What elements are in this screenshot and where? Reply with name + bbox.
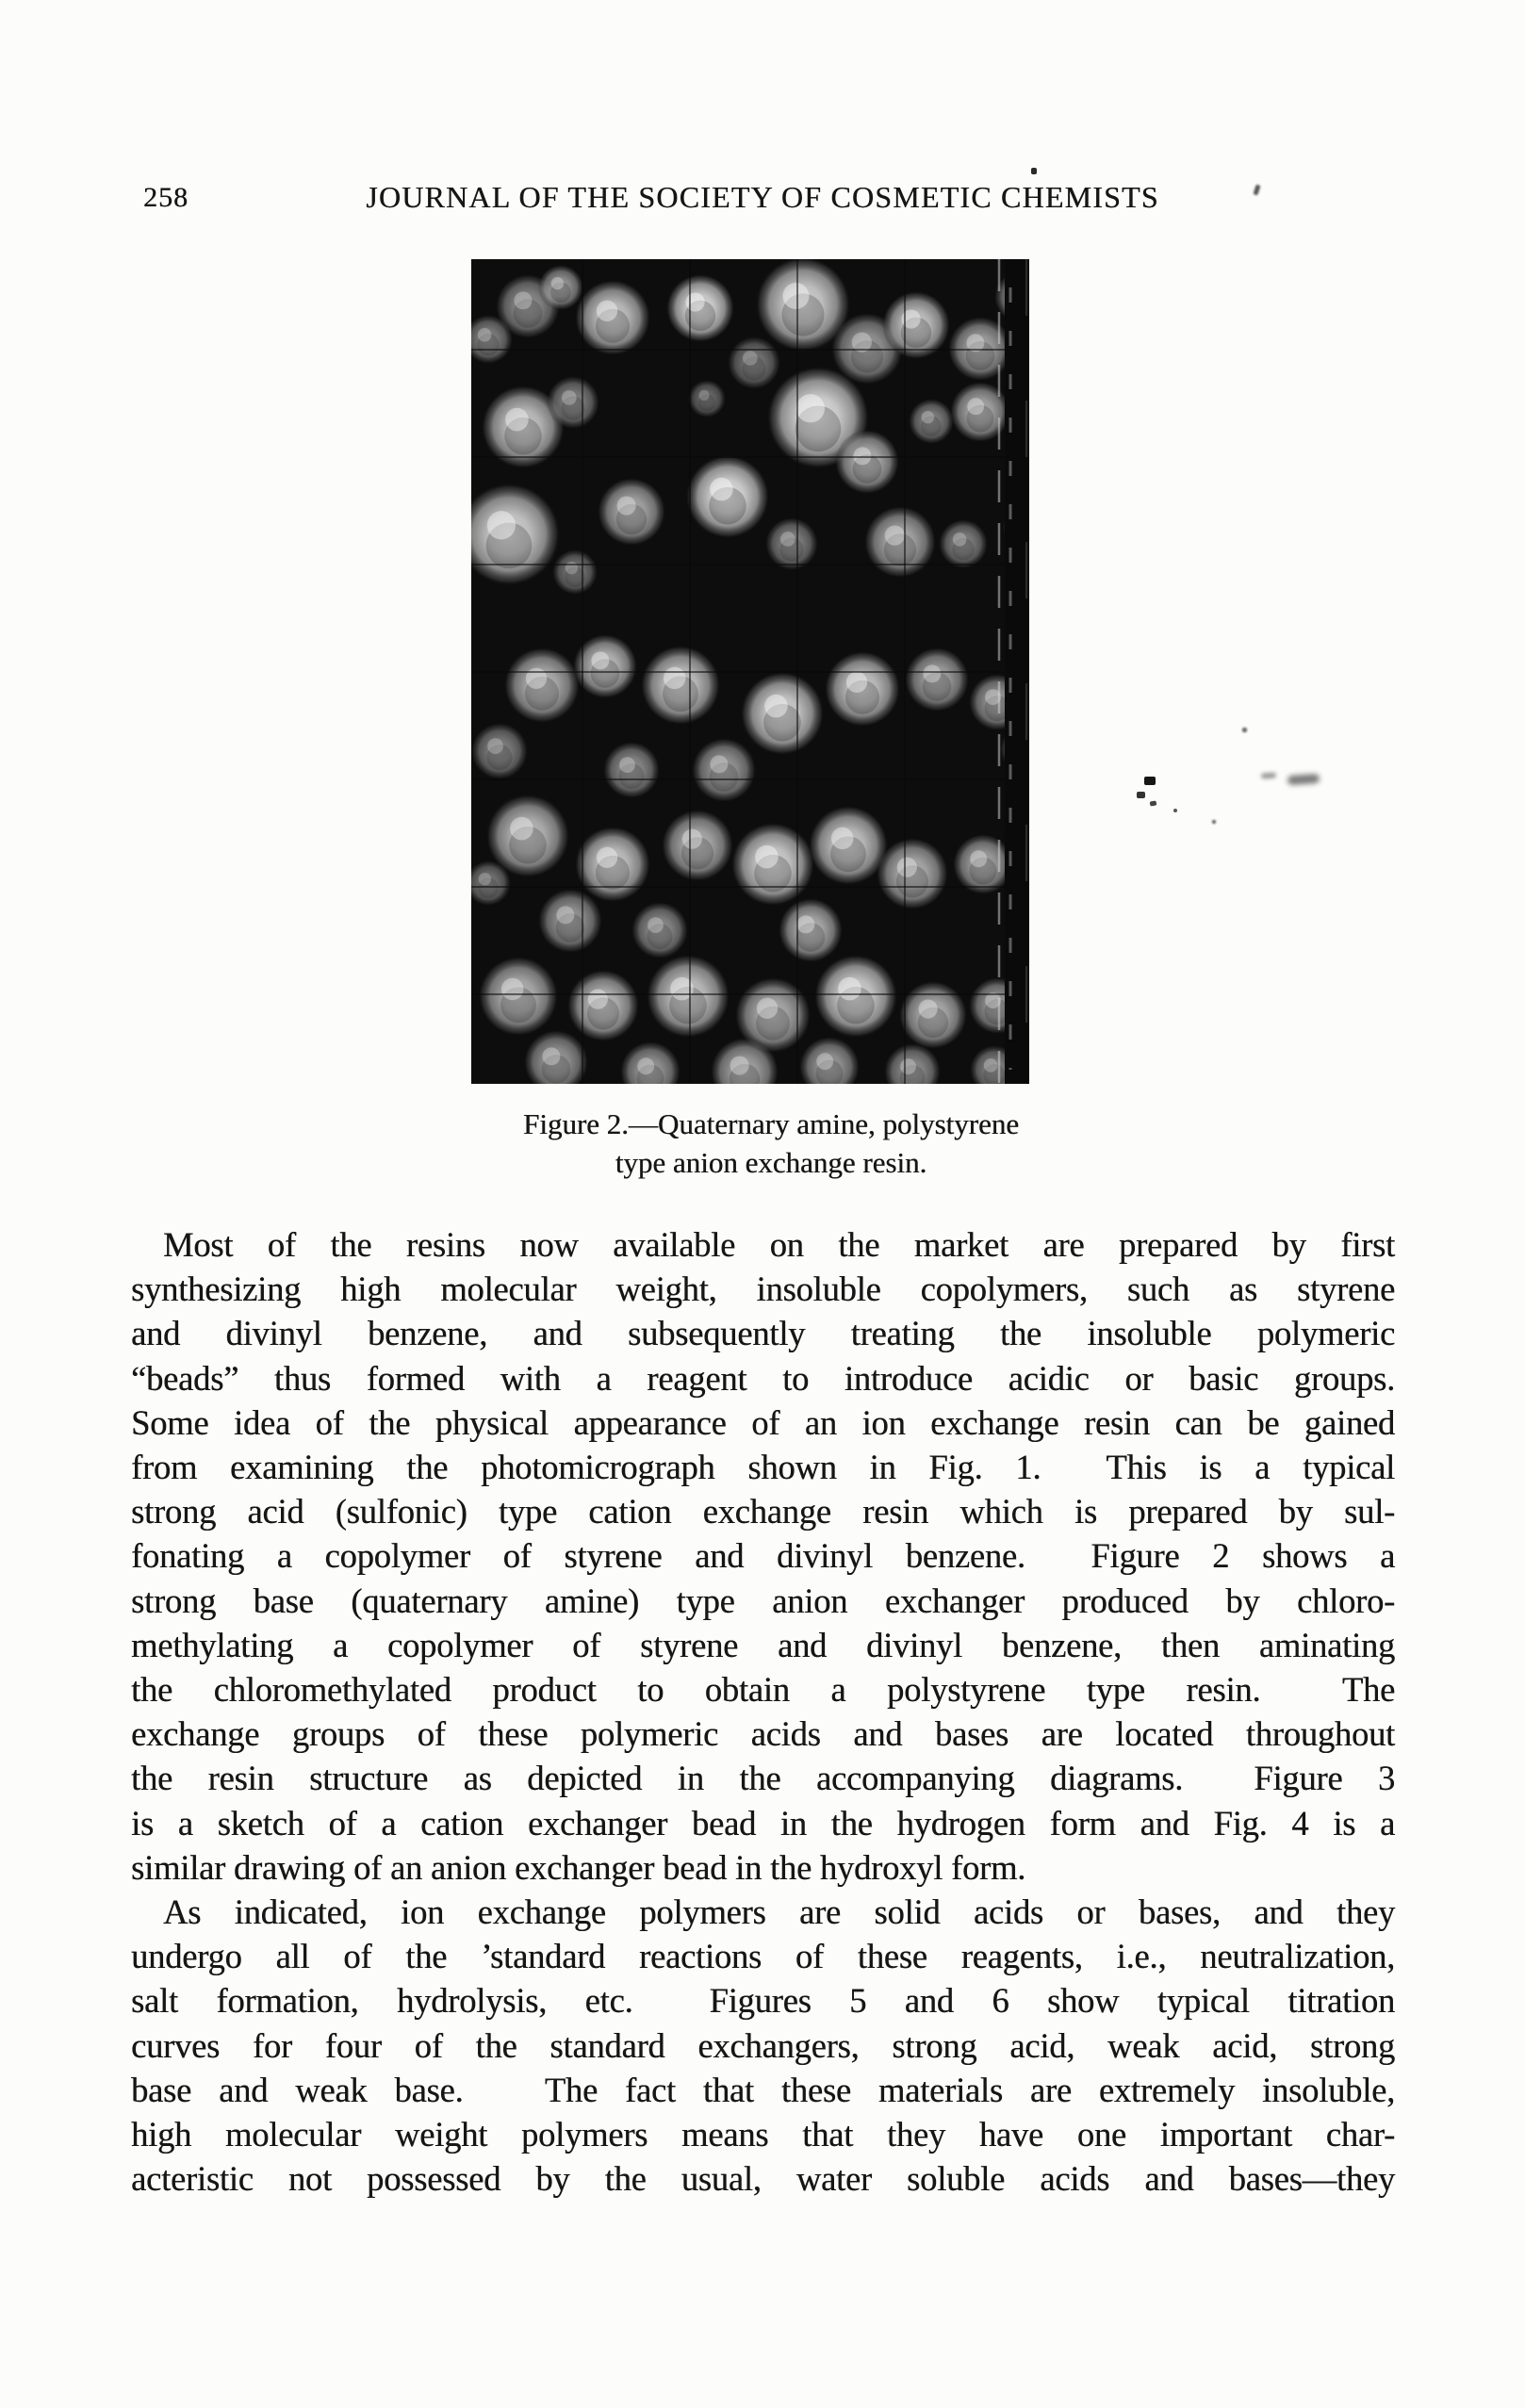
journal-running-header: JOURNAL OF THE SOCIETY OF COSMETIC CHEMISTS xyxy=(366,180,1159,214)
resin-bead-highlight xyxy=(710,478,733,501)
body-line: exchange groups of these polymeric acids and bases are located throughout xyxy=(131,1714,1395,1754)
resin-bead-highlight xyxy=(617,496,636,515)
caption-line-1: Figure 2.—Quaternary amine, polystyrene xyxy=(523,1107,1019,1140)
resin-bead-highlight xyxy=(796,394,825,422)
body-text xyxy=(131,1222,1395,2201)
page-number: 258 xyxy=(143,182,189,213)
resin-bead-highlight xyxy=(664,667,686,690)
scan-artifact xyxy=(1261,772,1276,778)
resin-bead-highlight xyxy=(566,562,578,574)
resin-bead-highlight xyxy=(831,827,854,850)
resin-bead-highlight xyxy=(501,978,524,1001)
body-line: As indicated, ion exchange polymers are solid acids or bases, and they xyxy=(163,1892,1395,1932)
scan-artifact xyxy=(1212,820,1216,824)
resin-bead-highlight xyxy=(897,858,917,877)
resin-bead-highlight xyxy=(730,1056,749,1074)
figure2-caption xyxy=(394,1105,1148,1182)
resin-bead-highlight xyxy=(526,668,547,689)
resin-bead-highlight xyxy=(648,917,664,933)
resin-bead-highlight xyxy=(970,850,987,867)
resin-bead-highlight xyxy=(551,277,564,289)
body-line: similar drawing of an anion exchanger bead in the hydroxyl form. xyxy=(131,1847,1026,1887)
resin-bead-highlight xyxy=(922,411,934,423)
resin-bead-highlight xyxy=(953,532,967,547)
scan-artifact xyxy=(1144,777,1156,785)
body-line: synthesizing high molecular weight, insoluble copolymers, such as styrene xyxy=(131,1270,1395,1309)
scan-artifact xyxy=(1031,168,1037,174)
resin-bead-highlight xyxy=(900,1058,916,1074)
resin-bead-highlight xyxy=(796,915,814,933)
body-line: strong acid (sulfonic) type cation exchange resin which is prepared by sul- xyxy=(131,1492,1395,1532)
caption-line-2: type anion exchange resin. xyxy=(615,1146,927,1179)
resin-bead-highlight xyxy=(597,301,617,321)
resin-bead-highlight xyxy=(588,990,608,1009)
body-line: “beads” thus formed with a reagent to introduce acidic or basic groups. xyxy=(131,1358,1395,1398)
resin-bead-highlight xyxy=(591,651,609,669)
scan-artifact xyxy=(1150,800,1157,806)
body-line: the chloromethylated product to obtain a polystyrene type resin. The xyxy=(131,1670,1395,1710)
body-line: the resin structure as depicted in the accompanying diagrams. Figure 3 xyxy=(131,1759,1395,1798)
resin-bead-highlight xyxy=(967,398,984,415)
photo-right-band xyxy=(1005,259,1029,1084)
body-line: Most of the resins now available on the market are prepared by first xyxy=(163,1225,1395,1264)
body-line: salt formation, hydrolysis, etc. Figures 5 and 6 show typical titration xyxy=(131,1981,1395,2021)
resin-bead-highlight xyxy=(846,672,867,693)
body-line: is a sketch of a cation exchanger bead in the hydrogen form and Fig. 4 is a xyxy=(131,1803,1395,1843)
resin-bead-highlight xyxy=(637,1057,654,1074)
resin-bead-highlight xyxy=(478,328,492,342)
resin-bead-highlight xyxy=(853,447,871,465)
resin-bead-highlight xyxy=(487,511,516,539)
resin-bead-highlight xyxy=(710,755,728,773)
scan-artifact xyxy=(1173,809,1177,812)
resin-bead-highlight xyxy=(780,532,795,547)
figure2-photomicrograph xyxy=(471,259,1029,1084)
resin-bead-highlight xyxy=(764,695,788,718)
body-line: and divinyl benzene, and subsequently treating the insoluble polymeric xyxy=(131,1314,1395,1353)
resin-bead-highlight xyxy=(755,845,779,869)
body-line: strong base (quaternary amine) type anion exchanger produced by chloro- xyxy=(131,1581,1395,1620)
body-line: from examining the photomicrograph shown in Fig. 1. This is a typical xyxy=(131,1448,1395,1487)
resin-bead-highlight xyxy=(923,664,941,682)
body-line: curves for four of the standard exchangers, strong acid, weak acid, strong xyxy=(131,2025,1395,2065)
resin-bead-highlight xyxy=(686,292,705,311)
resin-bead-highlight xyxy=(479,873,491,885)
body-line: undergo all of the ’standard reactions of these reagents, i.e., neutralization, xyxy=(131,1937,1395,1976)
scan-artifact xyxy=(1242,728,1247,732)
resin-bead-highlight xyxy=(619,757,635,773)
body-line: base and weak base. The fact that these materials are extremely insoluble, xyxy=(131,2070,1395,2109)
scan-artifact xyxy=(1287,774,1320,785)
resin-bead-highlight xyxy=(783,283,810,309)
resin-bead-highlight xyxy=(757,998,778,1019)
body-line: acteristic not possessed by the usual, water soluble acids and bases—they xyxy=(131,2159,1395,2199)
scan-artifact xyxy=(1137,792,1145,798)
resin-bead-highlight xyxy=(984,1058,998,1073)
resin-bead-highlight xyxy=(682,829,702,849)
resin-bead-highlight xyxy=(919,999,938,1018)
resin-bead-highlight xyxy=(514,291,532,309)
body-line: fonating a copolymer of styrene and divinyl benzene. Figure 2 shows a xyxy=(131,1536,1395,1576)
resin-bead-highlight xyxy=(542,1047,560,1065)
resin-bead-highlight xyxy=(885,526,905,546)
resin-bead-highlight xyxy=(838,977,861,1001)
resin-bead-highlight xyxy=(510,817,533,841)
resin-bead-highlight xyxy=(698,390,709,401)
resin-bead-highlight xyxy=(816,1053,833,1070)
resin-bead-highlight xyxy=(597,847,617,868)
body-line: Some idea of the physical appearance of an ion exchange resin can be gained xyxy=(131,1402,1395,1442)
body-line: methylating a copolymer of styrene and divinyl benzene, then aminating xyxy=(131,1625,1395,1664)
resin-bead-highlight xyxy=(556,906,574,924)
body-line: high molecular weight polymers means that they have one important char- xyxy=(131,2115,1395,2154)
resin-bead-highlight xyxy=(743,351,758,366)
resin-bead-highlight xyxy=(487,738,503,754)
resin-bead-highlight xyxy=(505,408,529,432)
resin-bead-highlight xyxy=(562,390,577,405)
photomicrograph-svg xyxy=(471,259,1029,1084)
